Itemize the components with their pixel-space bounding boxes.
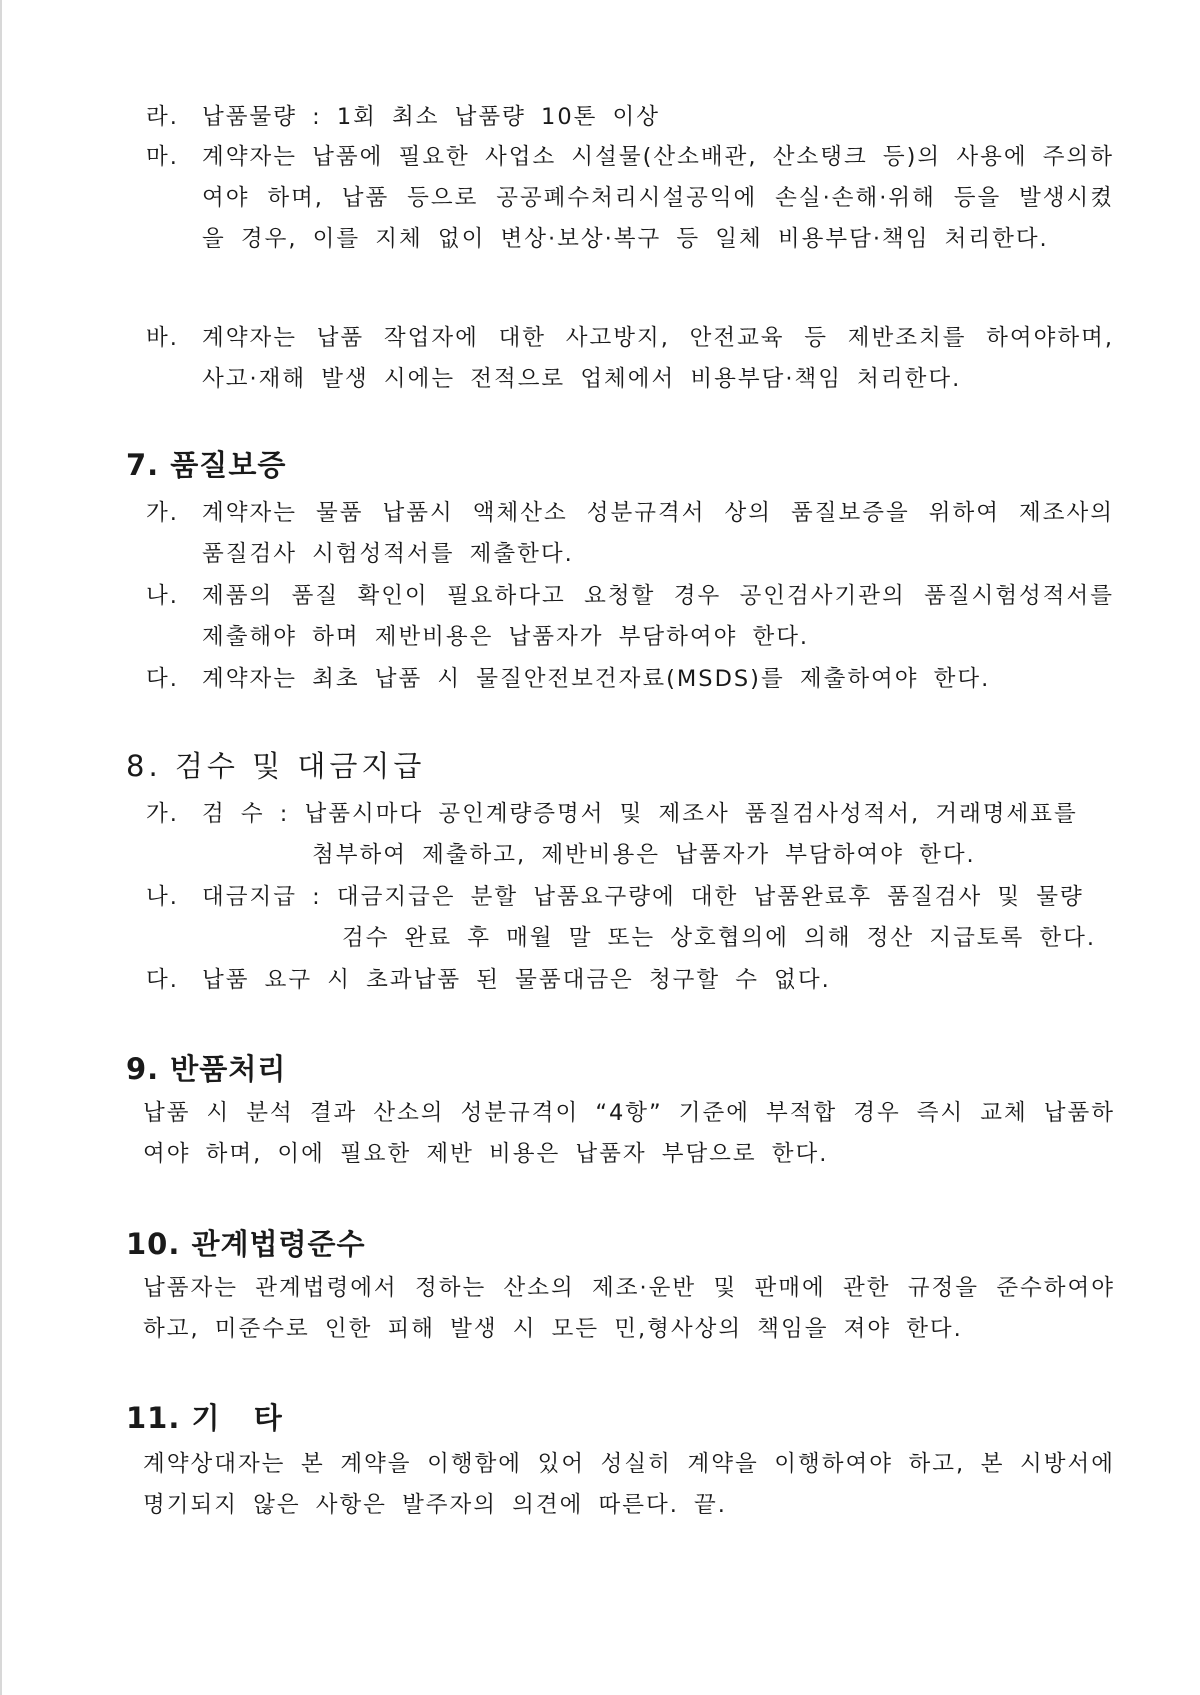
item-marker: 나. <box>146 884 179 910</box>
item-text: 납품 요구 시 초과납품 된 물품대금은 청구할 수 없다. <box>202 967 831 993</box>
item-marker: 마. <box>146 144 179 170</box>
section-8-title: 8. 검수 및 대금지급 <box>126 749 426 783</box>
item-marker: 가. <box>146 500 179 526</box>
item-marker: 바. <box>146 325 179 351</box>
item-da-7 <box>146 659 1114 700</box>
item-ma <box>146 137 1114 260</box>
item-text: 계약자는 물품 납품시 액체산소 성분규격서 상의 품질보증을 위하여 제조사의 품질검사 시험성적서를 제출한다. <box>202 500 1114 567</box>
section-11-title: 11. 기 타 <box>126 1401 283 1435</box>
item-body <box>202 794 1114 835</box>
item-ra <box>146 97 1114 138</box>
item-na-8 <box>146 877 1114 959</box>
item-marker: 나. <box>146 583 179 609</box>
item-text: 납품물량 : 1회 최소 납품량 10톤 이상 <box>202 104 660 130</box>
item-marker: 라. <box>146 104 179 130</box>
item-body <box>202 877 1114 918</box>
item-text: 계약자는 최초 납품 시 물질안전보건자료(MSDS)를 제출하여야 한다. <box>202 666 991 692</box>
section-11-text: 계약상대자는 본 계약을 이행함에 있어 성실히 계약을 이행하여야 하고, 본 시방서에 명기되지 않은 사항은 발주자의 의견에 따른다. 끝. <box>143 1451 1115 1518</box>
item-label: 대금지급 : <box>202 884 322 910</box>
item-ba <box>146 318 1114 400</box>
item-ga-8 <box>146 794 1114 876</box>
section-9-text: 납품 시 분석 결과 산소의 성분규격이 “4항” 기준에 부적합 경우 즉시 교체 납품하여야 하며, 이에 필요한 제반 비용은 납품자 부담으로 한다. <box>143 1100 1115 1167</box>
item-na-7 <box>146 576 1114 658</box>
section-9-title: 9. 반품처리 <box>126 1052 287 1086</box>
section-10-title: 10. 관계법령준수 <box>126 1227 366 1261</box>
item-marker: 다. <box>146 967 179 993</box>
item-text: 계약자는 납품 작업자에 대한 사고방지, 안전교육 등 제반조치를 하여야하며, 사고·재해 발생 시에는 전적으로 업체에서 비용부담·책임 처리한다. <box>202 325 1114 392</box>
item-da-8 <box>146 960 1114 1001</box>
section-7-title: 7. 품질보증 <box>126 448 287 482</box>
item-line-2: 검수 완료 후 매월 말 또는 상호협의에 의해 정산 지급토록 한다. <box>342 925 1097 951</box>
page-edge <box>0 0 2 1695</box>
item-label: 검 수 : <box>202 801 290 827</box>
item-text: 계약자는 납품에 필요한 사업소 시설물(산소배관, 산소탱크 등)의 사용에 주의하여야 하며, 납품 등으로 공공폐수처리시설공익에 손실·손해·위해 등을 발생시켰을 경우, 이를 지체 없이 변상·보상·복구 등 일체 비용부담·책임 처리한다. <box>202 144 1114 252</box>
item-line-1: 대금지급은 분할 납품요구량에 대한 납품완료후 품질검사 및 물량 <box>336 884 1084 910</box>
item-marker: 가. <box>146 801 179 827</box>
item-line-2: 첨부하여 제출하고, 제반비용은 납품자가 부담하여야 한다. <box>312 842 976 868</box>
item-text: 제품의 품질 확인이 필요하다고 요청할 경우 공인검사기관의 품질시험성적서를 제출해야 하며 제반비용은 납품자가 부담하여야 한다. <box>202 583 1114 650</box>
section-10-text: 납품자는 관계법령에서 정하는 산소의 제조·운반 및 판매에 관한 규정을 준수하여야하고, 미준수로 인한 피해 발생 시 모든 민,형사상의 책임을 져야 한다. <box>143 1275 1115 1342</box>
item-ga-7 <box>146 493 1114 575</box>
item-line-1: 납품시마다 공인계량증명서 및 제조사 품질검사성적서, 거래명세표를 <box>304 801 1078 827</box>
item-marker: 다. <box>146 666 179 692</box>
